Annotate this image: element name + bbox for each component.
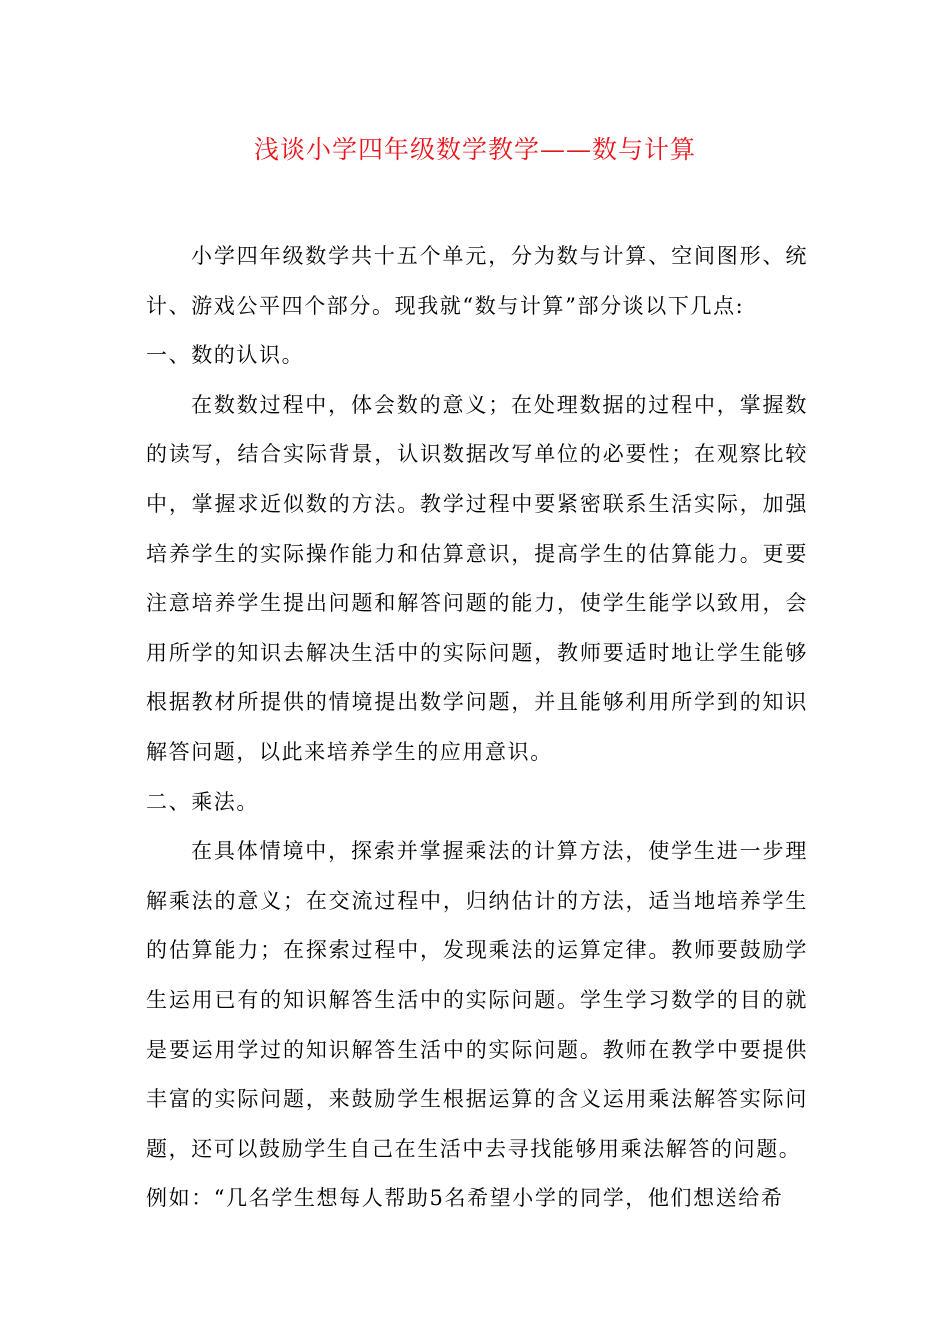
example-paragraph: 例如：“几名学生想每人帮助5名希望小学的同学，他们想送给希 [146, 1186, 784, 1211]
number-recognition-paragraph: 在数数过程中，体会数的意义；在处理数据的过程中，掌握数的读写，结合实际背景，认识数据改写单位的必要性；在观察比较中，掌握求近似数的方法。教学过程中要紧密联系生活实际，加强培养学生的实际操作能力和估算意识，提高学生的估算能力。更要注意培养学生提出问题和解答问题的能力，使学生能学以致用，会用所学的知识去解决生活中的实际问题，教师要适时地让学生能够根据教材所提供的情境提出数学问题，并且能够利用所学到的知识解答问题，以此来培养学生的应用意识。 [146, 392, 808, 764]
section-heading-multiplication: 二、乘法。 [146, 789, 259, 814]
intro-paragraph: 小学四年级数学共十五个单元，分为数与计算、空间图形、统计、游戏公平四个部分。现我就“数与计算”部分谈以下几点: [146, 244, 808, 318]
document-body [146, 232, 808, 1224]
document-title: 浅谈小学四年级数学教学——数与计算 [253, 135, 696, 164]
section-heading-number-recognition: 一、数的认识。 [146, 343, 305, 368]
multiplication-paragraph: 在具体情境中，探索并掌握乘法的计算方法，使学生进一步理解乘法的意义；在交流过程中，归纳估计的方法，适当地培养学生的估算能力；在探索过程中，发现乘法的运算定律。教师要鼓励学生运用已有的知识解答生活中的实际问题。学生学习数学的目的就是要运用学过的知识解答生活中的实际问题。教师在教学中要提供丰富的实际问题，来鼓励学生根据运算的含义运用乘法解答实际问题，还可以鼓励学生自己在生活中去寻找能够用乘法解答的问题。 [146, 839, 808, 1161]
